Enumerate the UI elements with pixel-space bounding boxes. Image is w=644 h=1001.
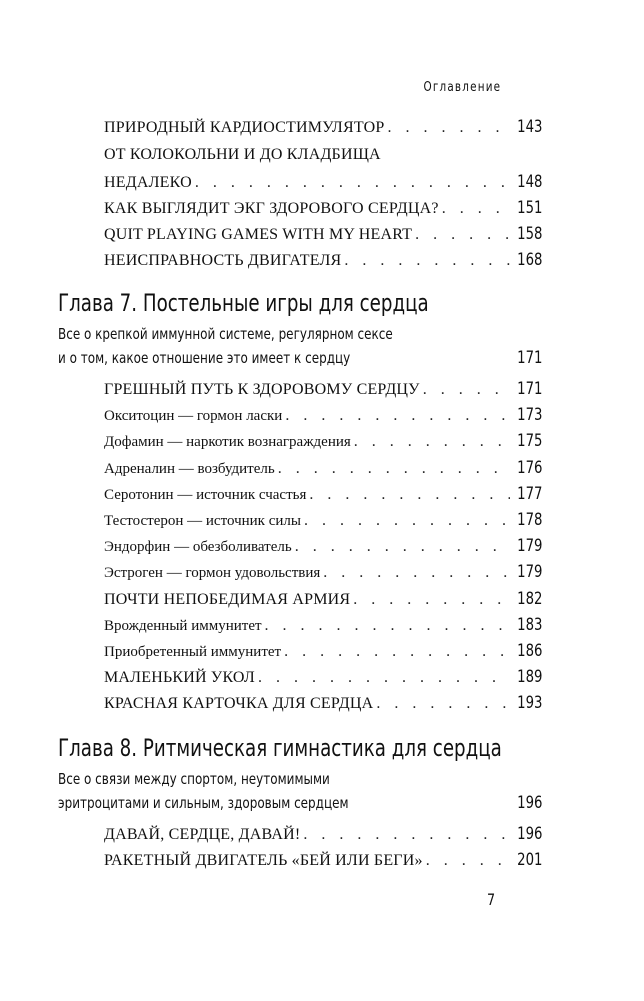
leader-dots xyxy=(306,486,509,504)
chapter-description-line: эритроцитами и сильным, здоровым сердцем xyxy=(58,794,349,812)
toc-entry-page: 171 xyxy=(516,348,542,368)
leader-dots xyxy=(255,669,510,687)
toc-entry xyxy=(104,431,542,451)
chapter-heading: Глава 7. Постельные игры для сердца xyxy=(58,289,429,317)
toc-entry xyxy=(104,615,542,635)
toc-entry xyxy=(104,510,542,530)
toc-entry-title: Адреналин — возбудитель xyxy=(104,460,275,477)
toc-entry xyxy=(104,693,542,713)
toc-entry xyxy=(104,850,542,870)
toc-entry-title: Окситоцин — гормон ласки xyxy=(104,408,283,425)
toc-entry xyxy=(104,379,542,399)
toc-entry xyxy=(104,641,542,661)
toc-entry-page: 175 xyxy=(516,431,542,452)
toc-entry-page: 196 xyxy=(516,793,542,813)
toc-entry xyxy=(104,484,542,504)
toc-entry-title: КАК ВЫГЛЯДИТ ЭКГ ЗДОРОВОГО СЕРДЦА? xyxy=(104,200,439,217)
toc-entry-page: 177 xyxy=(516,483,542,504)
leader-dots xyxy=(351,433,510,451)
toc-entry-title: ДАВАЙ, СЕРДЦЕ, ДАВАЙ! xyxy=(104,826,301,843)
toc-entry-page: 143 xyxy=(516,117,542,137)
toc-entry-title: QUIT PLAYING GAMES WITH MY HEART xyxy=(104,226,413,243)
leader-dots xyxy=(301,512,510,530)
toc-entry-title-line1: ОТ КОЛОКОЛЬНИ И ДО КЛАДБИЩА xyxy=(104,146,381,163)
leader-dots xyxy=(320,564,509,582)
toc-entry xyxy=(104,198,542,218)
toc-entry-page: 148 xyxy=(516,172,542,192)
toc-entry-page: 179 xyxy=(516,562,542,583)
chapter-description-entry xyxy=(58,793,542,813)
leader-dots xyxy=(423,852,510,870)
leader-dots xyxy=(384,119,509,137)
page-number: 7 xyxy=(487,890,496,909)
toc-entry-title: ПОЧТИ НЕПОБЕДИМАЯ АРМИЯ xyxy=(104,590,351,608)
toc-entry xyxy=(104,224,542,244)
chapter-description-line: Все о крепкой иммунной системе, регулярном сексе xyxy=(58,325,393,343)
toc-entry xyxy=(104,562,542,582)
toc-entry xyxy=(104,824,542,844)
toc-entry-title: МАЛЕНЬКИЙ УКОЛ xyxy=(104,669,255,687)
leader-dots xyxy=(373,695,509,713)
toc-entry-page: 186 xyxy=(516,641,542,661)
toc-entry-title: ПРИРОДНЫЙ КАРДИОСТИМУЛЯТОР xyxy=(104,119,385,136)
toc-entry-page: 182 xyxy=(516,588,542,609)
leader-dots xyxy=(341,252,509,270)
leader-dots xyxy=(292,538,510,556)
toc-entry xyxy=(104,172,542,192)
toc-entry-title: Эстроген — гормон удовольствия xyxy=(104,565,321,582)
toc-entry xyxy=(104,667,542,687)
toc-entry-line xyxy=(104,146,542,164)
toc-entry-title: НЕИСПРАВНОСТЬ ДВИГАТЕЛЯ xyxy=(104,252,342,269)
toc-entry-page: 201 xyxy=(516,850,542,870)
leader-dots xyxy=(281,643,509,661)
toc-entry xyxy=(104,536,542,556)
leader-dots xyxy=(262,617,510,635)
toc-entry-title: Дофамин — наркотик вознаграждения xyxy=(104,434,351,451)
toc-entry-page: 189 xyxy=(516,667,542,688)
toc-entry-page: 168 xyxy=(516,250,542,270)
running-head: Оглавление xyxy=(423,80,501,95)
toc-entry xyxy=(104,458,542,478)
toc-entry-title: Врожденный иммунитет xyxy=(104,617,262,634)
toc-entry-title: КРАСНАЯ КАРТОЧКА ДЛЯ СЕРДЦА xyxy=(104,695,374,713)
leader-dots xyxy=(439,200,510,218)
toc-entry xyxy=(104,589,542,609)
chapter-description-entry xyxy=(58,348,542,368)
toc-entry-page: 178 xyxy=(516,510,542,530)
toc-entry xyxy=(104,405,542,425)
toc-entry-page: 196 xyxy=(516,824,542,844)
toc-entry-page: 158 xyxy=(516,224,542,244)
toc-entry-title: НЕДАЛЕКО xyxy=(104,174,192,191)
leader-dots xyxy=(350,591,509,609)
leader-dots xyxy=(192,174,510,192)
leader-dots xyxy=(275,460,510,478)
leader-dots xyxy=(300,826,509,844)
toc-entry-title: РАКЕТНЫЙ ДВИГАТЕЛЬ «БЕЙ ИЛИ БЕГИ» xyxy=(104,852,423,869)
toc-entry xyxy=(104,250,542,270)
toc-entry-page: 173 xyxy=(516,405,542,426)
leader-dots xyxy=(282,407,509,425)
toc-entry-title: ГРЕШНЫЙ ПУТЬ К ЗДОРОВОМУ СЕРДЦУ xyxy=(104,381,420,398)
toc-entry-page: 171 xyxy=(516,379,542,399)
toc-entry-page: 176 xyxy=(516,457,542,478)
toc-entry-page: 179 xyxy=(516,536,542,557)
toc-entry-title: Тестостерон — источник силы xyxy=(104,513,301,529)
chapter-description-line: и о том, какое отношение это имеет к сердцу xyxy=(58,349,351,367)
chapter-heading: Глава 8. Ритмическая гимнастика для сердца xyxy=(58,734,502,762)
chapter-description-line: Все о связи между спортом, неутомимыми xyxy=(58,770,330,788)
toc-entry-page: 151 xyxy=(516,198,542,218)
leader-dots xyxy=(420,381,510,399)
toc-entry-title: Приобретенный иммунитет xyxy=(104,644,282,660)
leader-dots xyxy=(412,226,509,244)
toc-entry-title: Серотонин — источник счастья xyxy=(104,486,307,503)
toc-entry xyxy=(104,117,542,137)
toc-entry-page: 183 xyxy=(516,614,542,635)
toc-entry-title: Эндорфин — обезболиватель xyxy=(104,539,292,556)
toc-entry-page: 193 xyxy=(516,693,542,714)
